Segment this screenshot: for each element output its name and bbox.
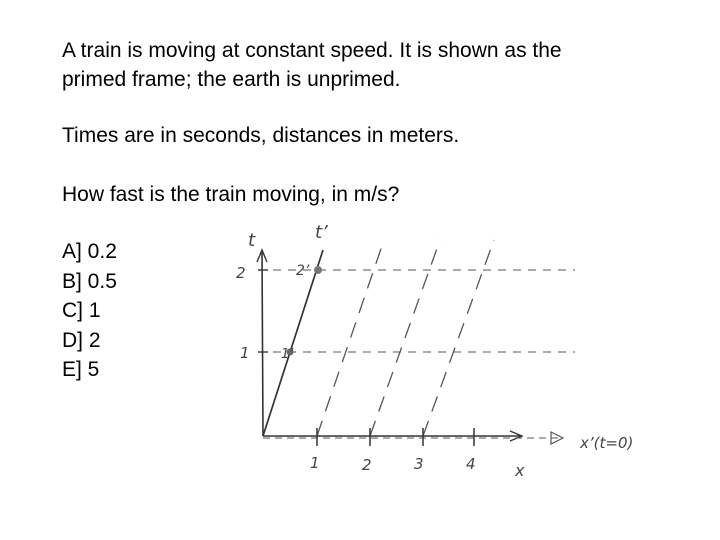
t-prime-axis-label: t’ <box>315 222 328 243</box>
question-prompt: How fast is the train moving, in m/s? <box>62 183 400 206</box>
x-prime-3-line <box>423 240 494 436</box>
t-prime-axis <box>263 250 323 436</box>
x-prime-axis-label: x’(t=0) <box>580 434 634 452</box>
t-tick-label-1: 1 <box>240 344 250 362</box>
units-note: Times are in seconds, distances in meters. <box>62 124 460 147</box>
x-axis-label: x <box>515 461 525 480</box>
t-prime-tick-label-1: 1’ <box>281 347 294 362</box>
t-tick-label-2: 2 <box>236 264 246 282</box>
t-axis <box>262 252 263 436</box>
x-tick-label-4: 4 <box>466 455 476 473</box>
choice-c: C] 1 <box>62 299 101 322</box>
choice-b: B] 0.5 <box>62 269 117 293</box>
choice-d: D] 2 <box>62 328 101 352</box>
x-tick-label-3: 3 <box>414 455 424 473</box>
choice-e: E] 5 <box>62 358 100 381</box>
question-intro: A train is moving at constant speed. It is shown as the primed frame; the earth is unprimed. <box>62 39 562 91</box>
x-tick-label-1: 1 <box>310 454 320 472</box>
x-tick-label-2: 2 <box>362 456 372 474</box>
choice-a: A] 0.2 <box>62 240 117 263</box>
t-axis-label: t <box>248 230 256 251</box>
x-prime-1-line <box>317 240 384 436</box>
t-prime-tick-label-2: 2’ <box>296 263 310 279</box>
t-prime-tick-2 <box>314 266 322 274</box>
x-prime-2-line <box>370 240 440 436</box>
